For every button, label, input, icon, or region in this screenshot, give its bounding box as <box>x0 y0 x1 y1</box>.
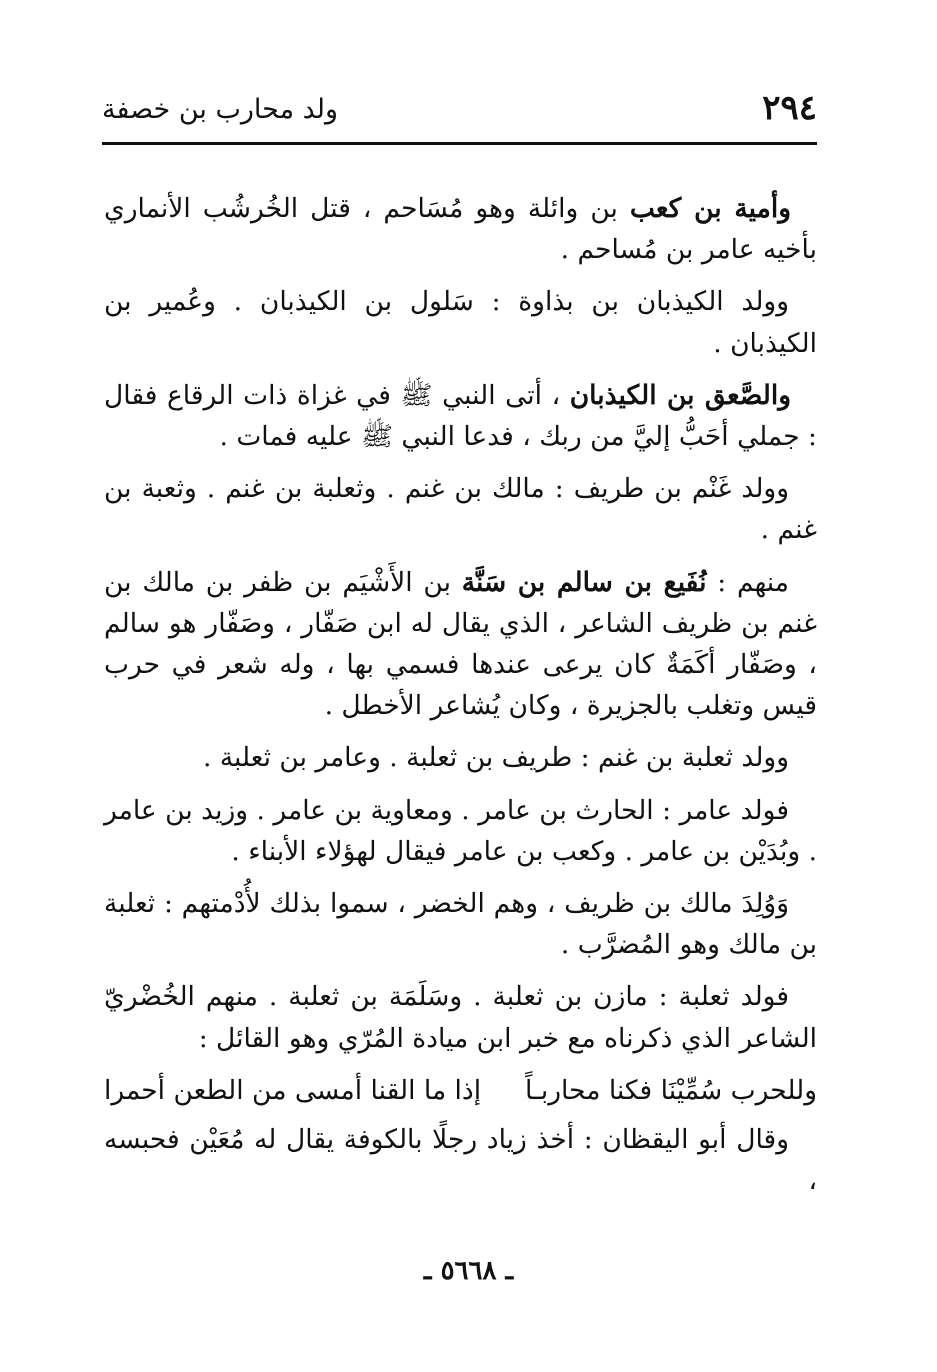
person-name: نُفَيع بن سالم بن سَنَّة <box>461 566 707 598</box>
page-number: ٢٩٤ <box>762 88 817 128</box>
paragraph-text: فولد ثعلبة : مازن بن ثعلبة . وسَلَمَة بن ثعلبة . منهم الخُضْريّ الشاعر الذي ذكرناه مع خبر ابن ميادة المُرّي وهو القائل : <box>104 981 817 1054</box>
chapter-title: ولد محارب بن خصفة <box>102 94 339 125</box>
paragraph-text: وولد غَنْم بن طريف : مالك بن غنم . وثعلبة بن غنم . وثعبة بن غنم . <box>104 473 817 546</box>
paragraph <box>104 281 817 363</box>
paragraph <box>104 562 817 727</box>
running-header <box>102 84 817 145</box>
paragraph <box>104 976 817 1058</box>
poetry-verse <box>104 1070 817 1111</box>
paragraph-text: بن وائلة وهو مُسَاحم ، قتل الخُرشُب الأنماري بأخيه عامر بن مُساحم . <box>104 193 817 266</box>
folio-number: ـ ٥٦٦٨ ـ <box>423 1256 514 1286</box>
paragraph <box>104 883 817 965</box>
paragraph <box>104 1119 817 1201</box>
paragraph-text: بن الأَشْيَم بن ظفر بن مالك بن غنم بن ظريف الشاعر ، الذي يقال له ابن صَفّار ، وصَفّار هو سالم ، وصَفّار أكَمَةٌ كان يرعى عندها فسمي بها ، وله شعر في حرب قيس وتغلب بالجزيرة ، وكان يُشاعر الأخطل . <box>104 566 817 722</box>
verse-second-hemistich: إذا ما القنا أمسى من الطعن أحمرا <box>104 1074 482 1106</box>
paragraph <box>104 737 817 778</box>
paragraph <box>104 375 817 457</box>
main-text <box>104 188 817 1212</box>
paragraph-text: فولد عامر : الحارث بن عامر . ومعاوية بن عامر . وزيد بن عامر . وبُدَيْن بن عامر . وكعب بن عامر فيقال لهؤلاء الأبناء . <box>104 794 817 867</box>
paragraph-prefix: منهم : <box>706 566 789 598</box>
paragraph <box>104 790 817 872</box>
verse-first-hemistich: وللحرب سُمِّيْنَا فكنا محاربـاً <box>525 1074 817 1106</box>
paragraph-text: وقال أبو اليقظان : أخذ زياد رجلًا بالكوفة يقال له مُعَيْن فحبسه ، <box>104 1124 817 1197</box>
person-name: والصَّعق بن الكيذبان <box>569 379 791 411</box>
paragraph-text: ، أتى النبي ﷺ في غزاة ذات الرقاع فقال : جملي أحَبُّ إليَّ من ربك ، فدعا النبي ﷺ عليه فمات . <box>104 379 817 453</box>
paragraph-text: وولد الكيذبان بن بذاوة : سَلول بن الكيذبان . وعُمير بن الكيذبان . <box>104 286 817 359</box>
paragraph-text: وولد ثعلبة بن غنم : طريف بن ثعلبة . وعامر بن ثعلبة . <box>202 742 789 774</box>
paragraph <box>104 188 817 270</box>
paragraph-text: وَوُلِدَ مالك بن ظريف ، وهم الخضر ، سموا بذلك لأُدْمتهم : ثعلبة بن مالك وهو المُضرَّب . <box>104 888 817 961</box>
person-name: وأمية بن كعب <box>629 193 791 224</box>
paragraph <box>104 468 817 550</box>
